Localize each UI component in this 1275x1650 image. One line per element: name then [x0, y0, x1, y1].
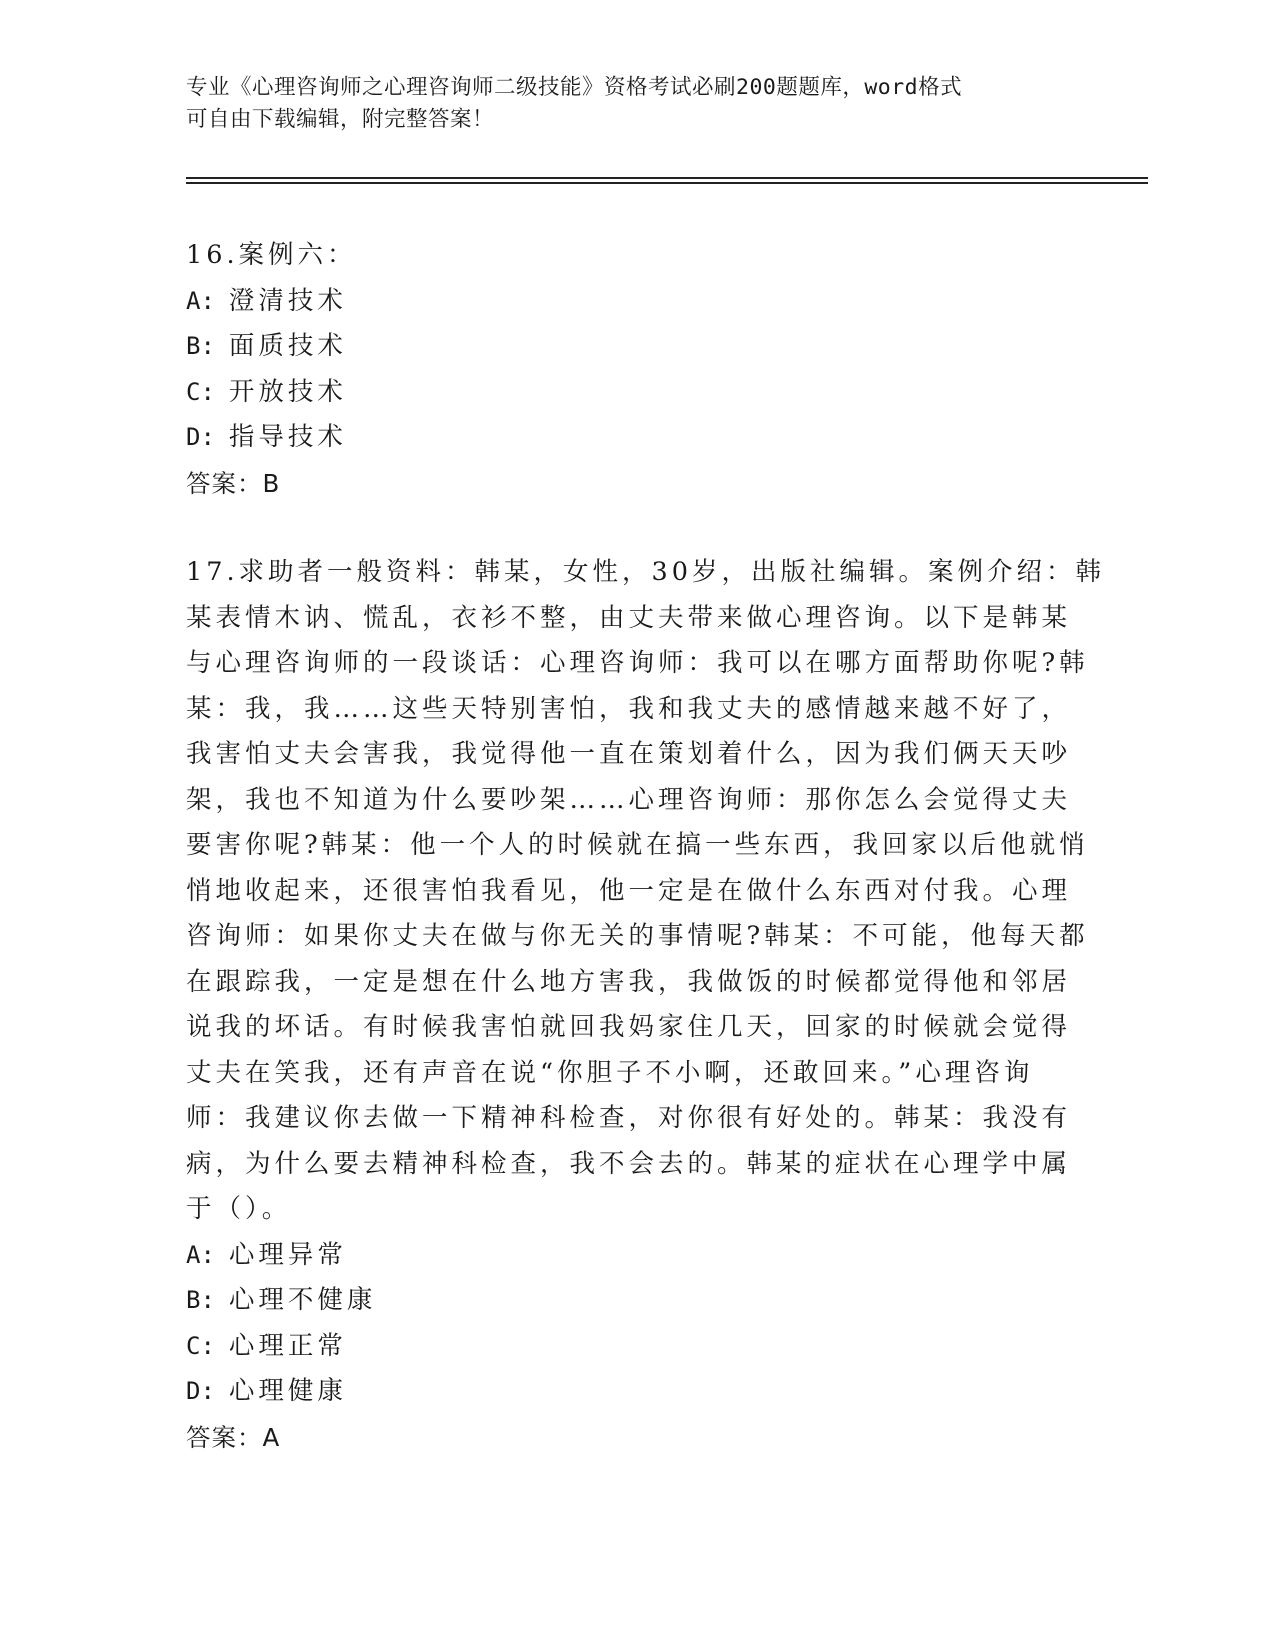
- option-letter: A: [186, 1240, 201, 1269]
- stem-line: 某表情木讷、慌乱，衣衫不整，由丈夫带来做心理咨询。以下是韩某: [186, 602, 1072, 633]
- option-d: [186, 1369, 1076, 1415]
- option-text: 心理健康: [228, 1376, 347, 1406]
- stem-line: 病，为什么要去精神科检查，我不会去的。韩某的症状在心理学中属: [186, 1148, 1072, 1179]
- stem-line: 师：我建议你去做一下精神科检查，对你很有好处的。韩某：我没有: [186, 1103, 1072, 1133]
- stem-line: 我害怕丈夫会害我，我觉得他一直在策划着什么，因为我们俩天天吵: [186, 739, 1072, 769]
- option-a: [186, 279, 1076, 325]
- question-16: [186, 233, 1076, 506]
- stem-line: 在跟踪我，一定是想在什么地方害我，我做饭的时候都觉得他和邻居: [186, 966, 1072, 997]
- option-separator: :: [200, 1286, 215, 1314]
- header-divider-bottom: [186, 182, 1148, 184]
- option-separator: :: [200, 332, 215, 360]
- option-b: [186, 1278, 1076, 1324]
- answer-line: 答案：A: [186, 1422, 281, 1452]
- option-letter: B: [186, 1286, 201, 1314]
- stem-line: 某：我，我……这些天特别害怕，我和我丈夫的感情越来越不好了，: [186, 693, 1072, 724]
- stem-line: 与心理咨询师的一段谈话：心理咨询师：我可以在哪方面帮助你呢?韩: [186, 648, 1089, 678]
- question-17: [186, 550, 1106, 1460]
- header-divider-top: [186, 177, 1148, 179]
- stem-line: 要害你呢?韩某：他一个人的时候就在搞一些东西，我回家以后他就悄: [186, 830, 1089, 860]
- answer-line: 答案：B: [186, 468, 281, 498]
- document-header: [186, 72, 1066, 136]
- stem-line: 17.求助者一般资料：韩某，女性，30岁，出版社编辑。案例介绍：韩: [186, 557, 1106, 587]
- option-d: [186, 415, 1076, 461]
- option-letter: C: [186, 377, 201, 406]
- option-text: 心理不健康: [228, 1285, 377, 1315]
- option-separator: :: [200, 423, 215, 451]
- option-text: 心理正常: [228, 1330, 347, 1361]
- question-stem: [186, 550, 1106, 1233]
- option-letter: D: [186, 1377, 201, 1405]
- option-separator: :: [200, 377, 215, 406]
- option-text: 指导技术: [228, 422, 347, 452]
- stem-line: 悄地收起来，还很害怕我看见，他一定是在做什么东西对付我。心理: [186, 875, 1072, 906]
- option-separator: :: [200, 1240, 215, 1269]
- question-stem: 16.案例六：: [186, 240, 357, 270]
- header-line-1: 专业《心理咨询师之心理咨询师二级技能》资格考试必刷200题题库，word格式: [186, 75, 963, 100]
- option-text: 澄清技术: [228, 285, 347, 316]
- stem-line: 咨询师：如果你丈夫在做与你无关的事情呢?韩某：不可能，他每天都: [186, 921, 1089, 951]
- option-separator: :: [200, 1331, 215, 1360]
- option-text: 面质技术: [228, 331, 347, 361]
- option-separator: :: [200, 1377, 215, 1405]
- stem-line: 架，我也不知道为什么要吵架……心理咨询师：那你怎么会觉得丈夫: [186, 784, 1072, 815]
- header-line-2: 可自由下载编辑，附完整答案！: [186, 107, 495, 132]
- stem-line: 说我的坏话。有时候我害怕就回我妈家住几天，回家的时候就会觉得: [186, 1012, 1072, 1042]
- option-letter: B: [186, 332, 201, 360]
- option-letter: A: [186, 286, 201, 315]
- stem-line: 于（）。: [186, 1194, 292, 1224]
- option-letter: D: [186, 423, 201, 451]
- option-b: [186, 324, 1076, 370]
- option-a: [186, 1233, 1076, 1279]
- stem-line: 丈夫在笑我，还有声音在说“你胆子不小啊，还敢回来。”心理咨询: [186, 1057, 1034, 1088]
- option-c: [186, 370, 1076, 416]
- option-text: 心理异常: [228, 1239, 347, 1270]
- option-text: 开放技术: [228, 376, 347, 407]
- option-separator: :: [200, 286, 215, 315]
- option-letter: C: [186, 1331, 201, 1360]
- option-c: [186, 1324, 1076, 1370]
